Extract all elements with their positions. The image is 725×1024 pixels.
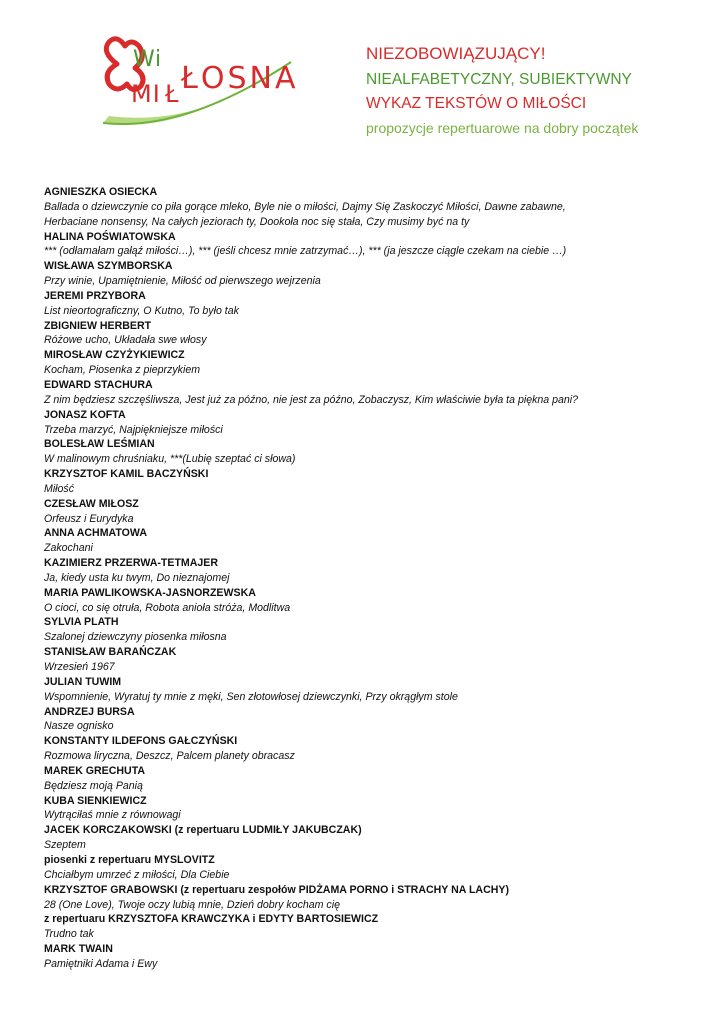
author-name: z repertuaru KRZYSZTOFA KRAWCZYKA i EDYTY BARTOSIEWICZ [44, 913, 379, 926]
works-list: Ja, kiedy usta ku twym, Do nieznajomej [44, 571, 230, 584]
list-item [44, 467, 684, 497]
list-item [44, 615, 684, 645]
works-list: Przy winie, Upamiętnienie, Miłość od pierwszego wejrzenia [44, 275, 321, 288]
works-list: Szeptem [44, 839, 86, 852]
author-name: SYLVIA PLATH [44, 616, 119, 629]
author-name: MAREK GRECHUTA [44, 764, 146, 777]
list-item [44, 348, 684, 378]
list-item [44, 734, 684, 764]
svg-text:W: W [133, 47, 155, 72]
milosna-logo [95, 28, 305, 138]
author-name: EDWARD STACHURA [44, 378, 153, 391]
list-item [44, 378, 684, 408]
author-name: ZBIGNIEW HERBERT [44, 319, 152, 332]
author-name: JACEK KORCZAKOWSKI (z repertuaru LUDMIŁY JAKUBCZAK) [44, 824, 362, 837]
list-item [44, 230, 684, 260]
list-item [44, 883, 684, 913]
works-list: Z nim będziesz szczęśliwsza, Jest już za późno, nie jest za późno, Zobaczysz, Kim właściwie była ta piękna pani? [44, 393, 579, 406]
works-list: Nasze ognisko [44, 720, 114, 733]
svg-text:MI: MI [131, 80, 161, 108]
list-item [44, 408, 684, 438]
list-item [44, 823, 684, 853]
author-name: KONSTANTY ILDEFONS GAŁCZYŃSKI [44, 735, 238, 748]
works-list: Zakochani [44, 542, 93, 555]
author-name: KRZYSZTOF GRABOWSKI (z repertuaru zespołów PIDŻAMA PORNO i STRACHY NA LACHY) [44, 883, 509, 896]
list-item [44, 289, 684, 319]
header-subtitle-2: WYKAZ TEKSTÓW O MIŁOŚCI [366, 95, 587, 112]
header-title: NIEZOBOWIĄZUJĄCY! [366, 44, 546, 63]
works-list: *** (odłamałam gałąź miłości…), *** (jeśli chcesz mnie zatrzymać…), *** (ja jeszcze ciągle czekam na ciebie …) [44, 245, 567, 258]
author-name: KUBA SIENKIEWICZ [44, 794, 147, 807]
list-item [44, 764, 684, 794]
works-list: Kocham, Piosenka z pieprzykiem [44, 364, 201, 377]
works-list: Pamiętniki Adama i Ewy [44, 957, 158, 970]
svg-text:i: i [155, 47, 162, 72]
author-name: ANDRZEJ BURSA [44, 705, 135, 718]
list-item [44, 912, 684, 942]
author-name: KAZIMIERZ PRZERWA-TETMAJER [44, 557, 219, 570]
author-name: JEREMI PRZYBORA [44, 289, 146, 302]
works-list: Rozmowa liryczna, Deszcz, Palcem planety obracasz [44, 750, 295, 763]
author-name: STANISŁAW BARAŃCZAK [44, 646, 177, 659]
works-list: Chciałbym umrzeć z miłości, Dla Ciebie [44, 868, 230, 881]
works-list: Ballada o dziewczynie co piła gorące mleko, Byle nie o miłości, Dajmy Się Zaskoczyć Miłości, Dawne zabawne, [44, 200, 566, 213]
list-item [44, 319, 684, 349]
text-list [44, 185, 684, 972]
header-tagline: propozycje repertuarowe na dobry początek [366, 120, 639, 136]
works-list: Herbaciane nonsensy, Na całych jeziorach ty, Dookoła noc się stała, Czy musimy być na ty [44, 215, 470, 228]
author-name: KRZYSZTOF KAMIL BACZYŃSKI [44, 468, 209, 481]
list-item [44, 645, 684, 675]
works-list: Szalonej dziewczyny piosenka miłosna [44, 631, 227, 644]
author-name: JULIAN TUWIM [44, 675, 122, 688]
list-item [44, 556, 684, 586]
works-list: Trudno tak [44, 928, 94, 941]
header-subtitle: NIEALFABETYCZNY, SUBIEKTYWNY [366, 71, 632, 88]
author-name: ANNA ACHMATOWA [44, 527, 147, 540]
author-name: WISŁAWA SZYMBORSKA [44, 260, 173, 273]
list-item [44, 437, 684, 467]
author-name: AGNIESZKA OSIECKA [44, 186, 158, 198]
author-name: HALINA POŚWIATOWSKA [44, 230, 176, 243]
works-list: Wspomnienie, Wyratuj ty mnie z męki, Sen złotowłosej dziewczynki, Przy okrągłym stole [44, 690, 458, 703]
author-name: CZESŁAW MIŁOSZ [44, 497, 139, 510]
works-list: W malinowym chruśniaku, ***(Lubię szeptać ci słowa) [44, 453, 296, 466]
list-item [44, 259, 684, 289]
works-list: Różowe ucho, Układała swe włosy [44, 334, 207, 347]
works-list: 28 (One Love), Twoje oczy lubią mnie, Dzień dobry kocham cię [44, 898, 340, 911]
works-list: Miłość [44, 482, 75, 495]
list-item [44, 794, 684, 824]
works-list: O cioci, co się otruła, Robota anioła stróża, Modlitwa [44, 601, 291, 614]
list-item [44, 185, 684, 230]
works-list: Wrzesień 1967 [44, 661, 115, 673]
svg-text:Ł: Ł [165, 80, 179, 108]
list-item [44, 675, 684, 705]
author-name: piosenki z repertuaru MYSLOVITZ [44, 853, 215, 866]
works-list: List nieortograficzny, O Kutno, To było tak [44, 304, 239, 317]
works-list: Trzeba marzyć, Najpiękniejsze miłości [44, 423, 223, 436]
list-item [44, 586, 684, 616]
author-name: MIROSŁAW CZYŻYKIEWICZ [44, 349, 185, 362]
author-name: BOLESŁAW LEŚMIAN [44, 438, 155, 451]
list-item [44, 942, 684, 972]
list-item [44, 853, 684, 883]
works-list: Orfeusz i Eurydyka [44, 512, 134, 525]
svg-text:ŁOSNA: ŁOSNA [181, 61, 299, 96]
works-list: Będziesz moją Panią [44, 779, 143, 792]
author-name: JONASZ KOFTA [44, 408, 126, 421]
author-name: MARIA PAWLIKOWSKA-JASNORZEWSKA [44, 586, 256, 599]
works-list: Wytrąciłaś mnie z równowagi [44, 809, 181, 822]
author-name: MARK TWAIN [44, 943, 113, 956]
list-item [44, 497, 684, 527]
list-item [44, 705, 684, 735]
list-item [44, 526, 684, 556]
